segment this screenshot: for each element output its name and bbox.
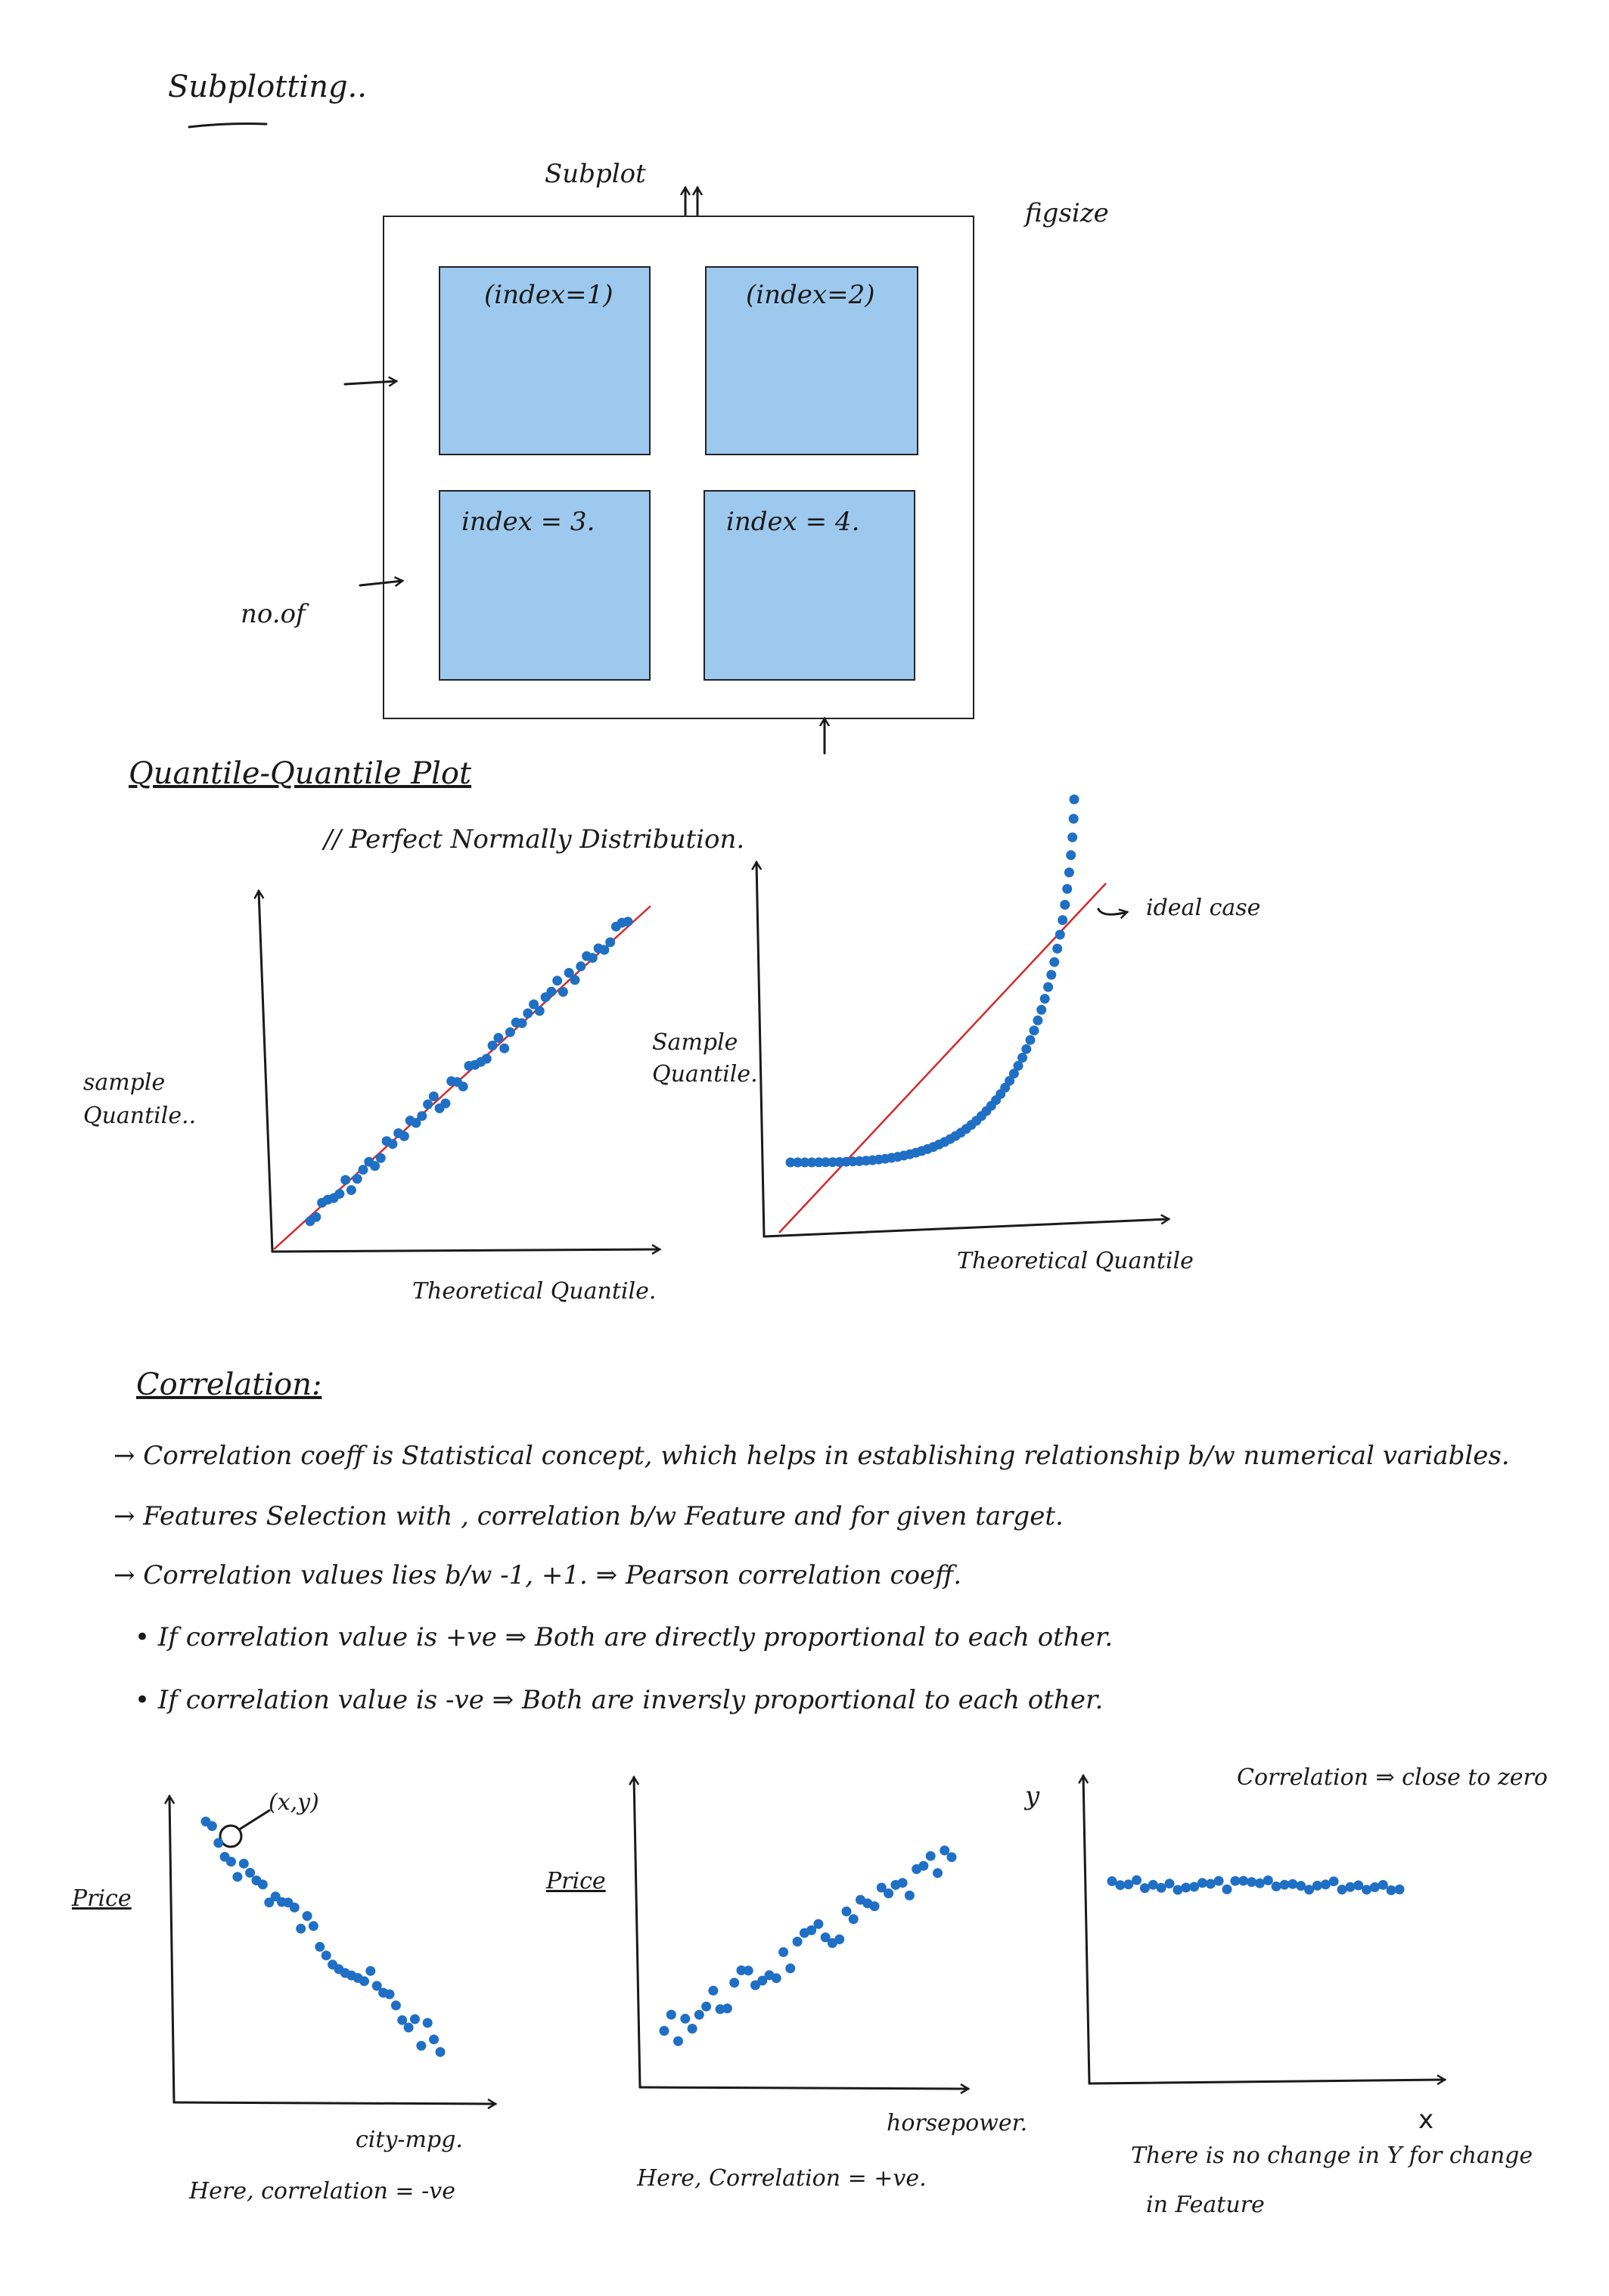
- figsize-label: figsize: [1025, 198, 1109, 228]
- neg-scatter-point: [391, 2000, 401, 2010]
- correlation-heading: Correlation:: [136, 1367, 322, 1402]
- pos-scatter-point: [918, 1861, 928, 1871]
- correlation-line-1: → Correlation coeff is Statistical concept, which helps in establishing relationship b/w numerical variables.: [113, 1441, 1510, 1471]
- qq-left-x-axis: [272, 1249, 660, 1252]
- subplot-label: Subplot: [545, 159, 646, 189]
- zero-y-axis: [1083, 1776, 1089, 2083]
- qq-ideal-case-label: ideal case: [1146, 895, 1261, 921]
- row-arrow-2: [360, 581, 402, 585]
- neg-scatter-point: [410, 2014, 420, 2024]
- zero-xlabel: x: [1418, 2105, 1434, 2135]
- highlighted-point-leader: [241, 1810, 269, 1829]
- neg-scatter-point: [245, 1868, 255, 1878]
- qq-note: // Perfect Normally Distribution.: [324, 824, 745, 855]
- qq-right-point: [1046, 970, 1056, 980]
- correlation-bullet-1-text: If correlation value is +ve ⇒ Both are directly proportional to each other.: [157, 1622, 1114, 1652]
- zero-ylabel: y: [1025, 1781, 1040, 1811]
- qq-left-point: [588, 953, 598, 963]
- pos-x-axis: [640, 2087, 968, 2089]
- pos-scatter-point: [947, 1852, 957, 1862]
- zero-scatter-point: [1329, 1876, 1339, 1886]
- neg-scatter-point: [258, 1879, 268, 1889]
- neg-y-axis: [169, 1796, 174, 2102]
- neg-scatter-point: [239, 1859, 249, 1869]
- zero-scatter-point: [1272, 1882, 1281, 1891]
- qq-right-point: [1067, 833, 1077, 842]
- correlation-line-3: → Correlation values lies b/w -1, +1. ⇒ Pearson correlation coeff.: [113, 1560, 962, 1590]
- qq-left-point: [458, 1081, 468, 1091]
- pos-scatter-point: [842, 1907, 852, 1916]
- pos-scatter-point: [905, 1891, 915, 1900]
- pos-scatter-point: [849, 1914, 859, 1924]
- neg-scatter-point: [423, 2018, 433, 2028]
- qq-right-point: [1058, 915, 1067, 925]
- pos-scatter-point: [701, 2002, 711, 2012]
- neg-scatter-point: [226, 1857, 236, 1866]
- qq-right-ylabel: Sample Quantile.: [652, 1029, 758, 1087]
- pos-scatter-point: [744, 1966, 753, 1975]
- qq-right-point: [1026, 1035, 1036, 1045]
- qq-left-point: [517, 1018, 527, 1028]
- pos-caption: Here, Correlation = +ve.: [637, 2165, 927, 2192]
- neg-scatter-point: [290, 1903, 300, 1913]
- qq-right-point: [1017, 1053, 1027, 1063]
- pos-scatter-point: [680, 2014, 690, 2024]
- pos-scatter-point: [772, 1973, 781, 1983]
- qq-left-point: [570, 975, 580, 985]
- pos-scatter-point: [722, 2003, 732, 2013]
- correlation-bullet-2: • If correlation value is -ve ⇒ Both are inversly proportional to each other.: [135, 1685, 1104, 1715]
- pos-scatter-point: [898, 1878, 908, 1888]
- neg-scatter-point: [404, 2023, 414, 2033]
- qq-left-point: [523, 1008, 533, 1018]
- qq-right-point: [1055, 929, 1065, 939]
- zero-scatter-point: [1222, 1885, 1232, 1894]
- qq-right-point: [1052, 944, 1062, 954]
- qq-right-point: [1021, 1044, 1031, 1054]
- qq-left-point: [346, 1185, 356, 1195]
- qq-right-point: [1043, 982, 1053, 992]
- pos-scatter-point: [785, 1963, 795, 1973]
- qq-left-y-axis: [259, 891, 272, 1252]
- pos-scatter-point: [666, 2010, 676, 2020]
- qq-left-point: [376, 1153, 386, 1163]
- qq-left-point: [546, 987, 556, 997]
- qq-left-xlabel: Theoretical Quantile.: [412, 1278, 657, 1305]
- pos-scatter-point: [793, 1937, 803, 1947]
- subplot-cell-3-label: index = 3.: [461, 507, 595, 537]
- qq-left-point: [576, 961, 586, 971]
- qq-left-ylabel: sample Quantile..: [83, 1069, 197, 1129]
- zero-scatter-point: [1288, 1879, 1297, 1889]
- neg-point-label: (x,y): [269, 1789, 319, 1816]
- zero-scatter-point: [1165, 1879, 1175, 1888]
- pos-scatter-point: [708, 1986, 718, 1996]
- qq-left-point: [493, 1033, 503, 1043]
- neg-scatter-point: [397, 2015, 407, 2025]
- qq-right-point: [1062, 884, 1072, 894]
- pos-scatter-point: [694, 2010, 704, 2020]
- qq-right-point: [1036, 1005, 1046, 1015]
- zero-title: Correlation ⇒ close to zero: [1237, 1764, 1548, 1791]
- qq-right-point: [1069, 814, 1079, 824]
- pos-ylabel: Price: [546, 1868, 606, 1894]
- neg-scatter-point: [309, 1921, 318, 1931]
- neg-scatter-point: [232, 1872, 242, 1882]
- qq-left-point: [440, 1099, 450, 1109]
- neg-scatter-point: [429, 2034, 439, 2044]
- subplot-cell-1-label: (index=1): [484, 280, 613, 310]
- neg-scatter-point: [303, 1911, 312, 1921]
- zero-caption-1: There is no change in Y for change: [1131, 2142, 1533, 2169]
- neg-scatter-point: [359, 1976, 369, 1986]
- qq-left-point: [423, 1100, 433, 1109]
- qq-left-point: [359, 1165, 368, 1174]
- subplot-cell-4-label: index = 4.: [726, 507, 860, 537]
- pos-scatter-point: [729, 1978, 739, 1987]
- pos-scatter-point: [673, 2037, 683, 2046]
- qq-right-x-axis: [764, 1219, 1169, 1236]
- qq-right-xlabel: Theoretical Quantile: [957, 1248, 1194, 1274]
- pos-scatter-point: [926, 1851, 936, 1861]
- row-arrow-1: [345, 381, 396, 384]
- correlation-bullet-1: • If correlation value is +ve ⇒ Both are directly proportional to each other.: [135, 1622, 1114, 1652]
- qq-left-point: [370, 1161, 380, 1171]
- qq-left-point: [482, 1054, 492, 1064]
- qq-left-point: [340, 1175, 350, 1185]
- zero-scatter-point: [1370, 1882, 1380, 1892]
- zero-x-axis: [1089, 2080, 1445, 2083]
- qq-right-y-axis: [756, 862, 764, 1236]
- qq-right-point: [1066, 850, 1076, 860]
- neg-scatter-point: [207, 1821, 217, 1831]
- pos-xlabel: horsepower.: [887, 2110, 1028, 2136]
- subplotting-heading: Subplotting..: [168, 70, 367, 104]
- qq-left-point: [429, 1091, 439, 1101]
- neg-scatter-point: [385, 1990, 395, 2000]
- pos-scatter-point: [813, 1919, 823, 1929]
- qq-left-point: [623, 917, 633, 926]
- qq-right-point: [1040, 994, 1050, 1004]
- pos-scatter-point: [884, 1888, 893, 1898]
- no-of-label: no.of: [241, 599, 306, 629]
- pos-y-axis: [634, 1777, 640, 2087]
- qq-left-point: [311, 1212, 321, 1222]
- qq-left-point: [399, 1131, 409, 1141]
- correlation-line-2: → Features Selection with , correlation b/w Feature and for given target.: [113, 1501, 1064, 1531]
- neg-scatter-point: [315, 1942, 325, 1952]
- qq-left-point: [353, 1174, 362, 1184]
- pos-scatter-point: [778, 1947, 788, 1957]
- pos-scatter-point: [933, 1868, 943, 1878]
- subplot-cell-2-label: (index=2): [746, 280, 875, 310]
- qq-left-point: [605, 937, 615, 947]
- qq-right-point: [1064, 867, 1074, 877]
- qq-right-point: [1070, 795, 1079, 805]
- subplotting-underline: [189, 124, 266, 128]
- qq-right-point: [1030, 1025, 1039, 1035]
- correlation-bullet-2-text: If correlation value is -ve ⇒ Both are inversly proportional to each other.: [157, 1685, 1104, 1715]
- zero-caption-2: in Feature: [1146, 2192, 1265, 2218]
- zero-scatter-point: [1238, 1876, 1248, 1886]
- neg-scatter-point: [416, 2041, 426, 2051]
- neg-ylabel: Price: [72, 1885, 132, 1912]
- neg-scatter-point: [213, 1838, 223, 1848]
- qq-right-point: [1060, 900, 1070, 910]
- neg-x-axis: [174, 2102, 495, 2104]
- pos-scatter-point: [870, 1901, 880, 1911]
- qq-right-point: [1049, 957, 1059, 967]
- pos-scatter-point: [660, 2026, 669, 2036]
- ideal-case-arrow: [1098, 909, 1127, 914]
- zero-scatter-point: [1312, 1881, 1322, 1891]
- qq-left-point: [334, 1189, 344, 1199]
- neg-caption: Here, correlation = -ve: [189, 2178, 455, 2204]
- pos-scatter-point: [834, 1935, 844, 1944]
- zero-scatter-point: [1263, 1876, 1273, 1885]
- neg-scatter-point: [296, 1924, 306, 1934]
- neg-scatter-point: [365, 1966, 375, 1976]
- qq-heading: Quantile-Quantile Plot: [129, 756, 472, 791]
- qq-left-point: [552, 976, 562, 985]
- qq-left-point: [417, 1111, 427, 1121]
- qq-right-point: [1033, 1016, 1042, 1025]
- qq-left-point: [505, 1027, 515, 1037]
- qq-left-point: [387, 1139, 397, 1149]
- qq-left-point: [558, 987, 568, 997]
- pos-scatter-point: [688, 2024, 697, 2034]
- qq-left-point: [535, 1006, 545, 1016]
- zero-scatter-point: [1345, 1882, 1355, 1892]
- zero-scatter-point: [1378, 1880, 1388, 1890]
- neg-xlabel: city-mpg.: [356, 2127, 463, 2153]
- zero-scatter-point: [1395, 1885, 1405, 1894]
- neg-scatter-point: [321, 1950, 331, 1960]
- qq-left-point: [499, 1044, 509, 1053]
- neg-scatter-point: [436, 2047, 446, 2057]
- zero-scatter-point: [1214, 1876, 1224, 1886]
- zero-scatter-point: [1132, 1876, 1142, 1885]
